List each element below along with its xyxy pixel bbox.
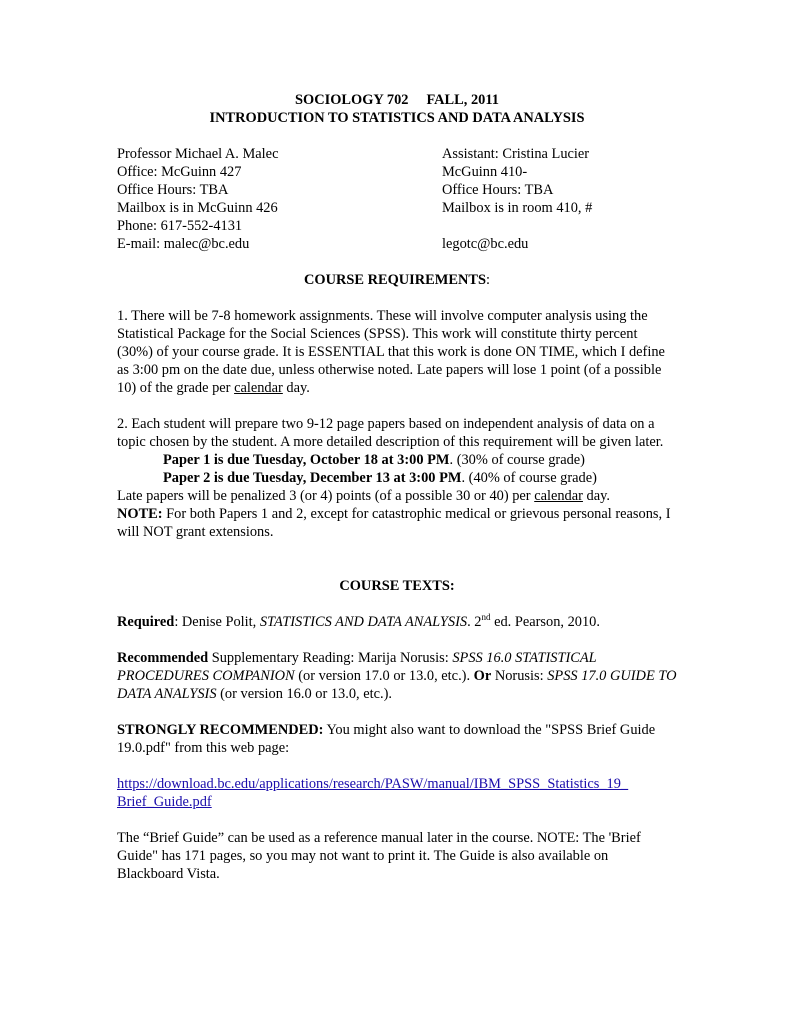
late-papers-policy: Late papers will be penalized 3 (or 4) points (of a possible 30 or 40) per calendar day. [117, 488, 610, 504]
course-title: INTRODUCTION TO STATISTICS AND DATA ANALYSIS [209, 110, 585, 126]
required-text: Required: Denise Polit, STATISTICS AND DATA ANALYSIS. 2nd ed. Pearson, 2010. [117, 612, 600, 630]
extension-note: NOTE: For both Papers 1 and 2, except for catastrophic medical or grievous personal reasons, I will NOT grant extensions. [117, 506, 671, 540]
contact-block [117, 145, 677, 253]
strongly-recommended: STRONGLY RECOMMENDED: You might also want to download the "SPSS Brief Guide 19.0.pdf" from this web page: [117, 722, 656, 756]
professor-name: Professor Michael A. Malec [117, 146, 279, 162]
professor-phone: Phone: 617-552-4131 [117, 218, 243, 234]
assistant-mailbox: Mailbox is in room 410, # [442, 200, 593, 216]
course-line: SOCIOLOGY 702 FALL, 2011 [295, 92, 499, 108]
professor-email: E-mail: malec@bc.edu [117, 236, 250, 252]
assistant-contact [442, 145, 677, 253]
syllabus-page [117, 91, 677, 883]
assistant-spacer [442, 217, 677, 235]
requirement-item-1: 1. There will be 7-8 homework assignments. These will involve computer analysis using the Statistical Package for the Social Sciences (SPSS). This work will constitute thirty percent (30%) of your course grade. It is ESSENTIAL that this work is done ON TIME, which I define as 3:00 pm on the date due, unless otherwise noted. Late papers will lose 1 point (of a possible 10) of the grade per calendar day. [117, 308, 665, 396]
paper-2-due: Paper 2 is due Tuesday, December 13 at 3:00 PM. (40% of course grade) [163, 470, 597, 486]
requirement-item-2: 2. Each student will prepare two 9-12 page papers based on independent analysis of data on a topic chosen by the student. A more detailed description of this requirement will be given later. [117, 416, 664, 450]
professor-hours: Office Hours: TBA [117, 182, 229, 198]
spss-guide-link-line-1[interactable]: https://download.bc.edu/applications/research/PASW/manual/IBM_SPSS_Statistics_19_ [117, 776, 629, 792]
assistant-name: Assistant: Cristina Lucier [442, 146, 590, 162]
spss-guide-link[interactable] [117, 775, 677, 811]
spss-guide-link-line-2[interactable]: Brief_Guide.pdf [117, 794, 212, 810]
brief-guide-note: The “Brief Guide” can be used as a reference manual later in the course. NOTE: The 'Brief Guide" has 171 pages, so you may not want to print it. The Guide is also available on Blackboard Vista. [117, 830, 641, 882]
assistant-office: McGuinn 410- [442, 164, 528, 180]
assistant-email: legotc@bc.edu [442, 236, 529, 252]
professor-contact [117, 145, 442, 253]
texts-heading: COURSE TEXTS: [339, 578, 455, 594]
paper-1-due: Paper 1 is due Tuesday, October 18 at 3:00 PM. (30% of course grade) [163, 452, 585, 468]
professor-mailbox: Mailbox is in McGuinn 426 [117, 200, 278, 216]
requirements-heading: COURSE REQUIREMENTS: [304, 272, 490, 288]
recommended-text: Recommended Supplementary Reading: Marija Norusis: SPSS 16.0 STATISTICAL PROCEDURES COMPANION (or version 17.0 or 13.0, etc.). Or Norusis: SPSS 17.0 GUIDE TO DATA ANALYSIS (or version 16.0 or 13.0, etc.). [117, 650, 677, 702]
assistant-hours: Office Hours: TBA [442, 182, 554, 198]
professor-office: Office: McGuinn 427 [117, 164, 242, 180]
